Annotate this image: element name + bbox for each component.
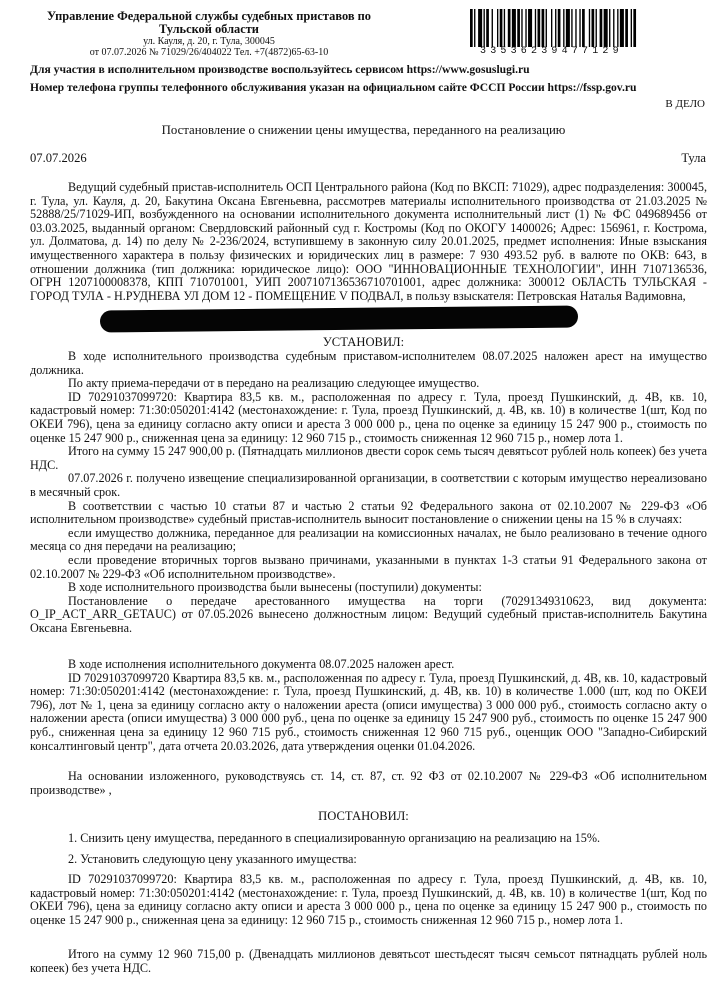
barcode-bar [474,9,475,47]
barcode-bar [508,9,511,47]
total-sum: Итого на сумму 12 960 715,00 р. (Двенадцать миллионов девятьсот шестьдесят тысяч семьсот пятнадцать рублей ноль копеек) без учета НДС. [30,947,707,975]
barcode-bar [484,9,485,47]
ustanovil-paragraph: ID 70291037099720: Квартира 83,5 кв. м., расположенная по адресу г. Тула, проезд Пушкинский, д. 4В, кв. 10, кадастровый номер: 71:30:050201:4142 (местонахождение: г. Тула, проезд Пушкинский, д. 4В, кв. 10) в количестве 1(шт, Код по ОКЕИ 796), цена за единицу согласно акту описи и ареста 3 000 000 р., цена по оценке за единицу 15 247 900 р., стоимость по оценке 15 247 900 р., сниженная цена за единицу: 12 960 715 р., стоимость сниженная 12 960 715 р., номер лота 1. [30,389,707,445]
property-detail: ID 70291037099720: Квартира 83,5 кв. м., расположенная по адресу г. Тула, проезд Пушкинский, д. 4В, кв. 10, кадастровый номер: 71:30:050201:4142 (местонахождение: г. Тула, проезд Пушкинский, д. 4В, кв. 10) в количестве 1(шт, Код по ОКЕИ 796), цена за единицу согласно акту описи и ареста 3 000 000 р., цена по оценке за единицу 15 247 900 р., стоимость по оценке 15 247 900 р., сниженная цена за единицу: 12 960 715 р., стоимость сниженная 12 960 715 р., номер лота 1. [30,872,707,927]
issuer-header [40,10,378,58]
ustanovil-heading: УСТАНОВИЛ: [322,335,405,349]
ustanovil-paragraph: Итого на сумму 15 247 900,00 р. (Пятнадцать миллионов двести сорок семь тысяч девятьсот рублей ноль копеек) без учета НДС. [30,444,707,472]
gosuslugi-notice: Для участия в исполнительном производстве воспользуйтесь сервисом https://www.gosuslugi.ru [30,63,530,76]
barcode-bar [551,9,552,47]
barcode-bar [631,9,632,47]
v-delo-mark: В ДЕЛО [665,98,705,110]
ustanovil-paragraph: 07.07.2026 г. получено извещение специализированной организации, в соответствии с которым имущество нереализовано в месячный срок. [30,471,707,499]
barcode-bar [535,9,536,47]
ustanovil-paragraph: если проведение вторичных торгов вызвано причинами, указанными в пунктах 1-3 статьи 91 Федерального закона от 02.10.2007 № 229-ФЗ «Об исполнительном производстве». [30,552,707,581]
postanovil-heading: ПОСТАНОВИЛ: [318,809,409,823]
intro-paragraph-block [30,181,707,303]
basis-section [30,770,707,797]
arrest-line: В ходе исполнения исполнительного документа 08.07.2025 наложен арест. [68,657,455,671]
ustanovil-section [30,350,707,635]
barcode-image [470,9,698,47]
barcode-bar [492,9,493,47]
document-date: 07.07.2026 [30,151,87,165]
barcode-number: 33536239477129 [480,46,623,57]
barcode-bar [620,9,624,47]
barcode-bar [566,9,570,47]
intro-paragraph: Ведущий судебный пристав-исполнитель ОСП Центрального района (Код по ВКСП: 71029), адрес подразделения: 300045, г. Тула, ул. Кауля, д. 20, Бакутина Оксана Евгеньевна, рассмотрев материалы исполнительного производства от 21.03.2025 № 52888/25/71029-ИП, возбужденного на основании исполнительного документа исполнительный лист (1) № ФС 049689456 от 03.03.2025, выданный органом: Свердловский районный суд г. Костромы (Код по ОКОГУ 1400026; Адрес: 156961, г. Кострома, ул. Долматова, д. 14) по делу № 2-236/2024, вступившему в законную силу 20.01.2025, предмет исполнения: Иные взыскания имущественного характера в пользу физических и юридических лиц в размере: 7 930 493.52 руб. в валюте по ОКВ: 643, в отношении должника (тип должника: юридическое лицо): ООО "ИННОВАЦИОННЫЕ ТЕХНОЛОГИИ", ИНН 7107136536, ОГРН 1207100008378, КПП 710701001, УИП 2007107136536710701001, адрес должника: 300012 ОБЛАСТЬ ТУЛЬСКАЯ - ГОРОД ТУЛА - Н.РУДНЕВА УЛ ДОМ 12 - ПОМЕЩЕНИЕ V ПОДВАЛ, в пользу взыскателя: Петровская Наталья Вадимовна, [30,180,707,303]
barcode-bar [609,9,610,47]
barcode-bar [579,9,580,47]
issuer-address: ул. Кауля, д. 20, г. Тула, 300045 [143,36,275,47]
issuer-org: Управление Федеральной службы судебных приставов по Тульской области [47,9,371,36]
barcode-bar [596,9,597,47]
barcode-bar [592,9,595,47]
barcode-bar [613,9,614,47]
barcode-bar [571,9,572,47]
document-reference-line: Постановление о передаче арестованного имущества на торги (70291349310623, вид документа: O_IP_ACT_ARR_GETAUC) от 07.05.2026 вынесено должностным лицом: Ведущий судебный пристав-исполнитель Бакутина Оксана Евгеньевна. [30,593,707,635]
arrest-item: ID 70291037099720 Квартира 83,5 кв. м., расположенная по адресу г. Тула, проезд Пушкинский, д. 4В, кв. 10, кадастровый номер: 71:30:050201:4142 (местонахождение: г. Тула, проезд Пушкинский, д. 4В, кв. 10) в количестве 1.000 (шт, код по ОКЕИ 796), лот № 1, цена за единицу согласно акту о наложении ареста (описи имущества) 3 000 000 руб., стоимость согласно акту о наложении ареста (описи имущества) 3 000 000 руб., цена по оценке за единицу 15 247 900 руб., стоимость по оценке 15 247 900 руб., сниженная цена за единицу 12 960 715 руб., стоимость сниженная 12 960 715 руб., оценщик ООО "Западно-Сибирский консалтинговый центр", дата отчета 20.03.2026, дата утверждения оценки 01.04.2026. [30,670,707,753]
barcode-bar [555,9,556,47]
barcode-bar [470,9,473,47]
issuer-reference: от 07.07.2026 № 71029/26/404022 Тел. +7(4872)65-63-10 [89,47,329,58]
ustanovil-paragraph: если имущество должника, переданное для реализации на комиссионных началах, не было реализовано в течение одного месяца со дня передачи на реализацию; [30,525,707,554]
ustanovil-paragraph: В соответствии с частью 10 статьи 87 и частью 2 статьи 92 Федерального закона от 02.10.2007 № 229-ФЗ «Об исполнительном производстве» судебный пристав-исполнитель выносит постановление о снижении цены на 15 % в случаях: [30,498,707,527]
barcode-bar [497,9,498,47]
document-title: Постановление о снижении цены имущества, переданного на реализацию [161,123,566,137]
postanovil-item-2 [30,853,707,867]
ustanovil-paragraph: По акту приема-передачи от в передано на реализацию следующее имущество. [68,376,480,391]
postanovil-item-1 [30,832,707,846]
redaction-bar [100,305,578,332]
postanovil-item-text: 2. Установить следующую цену указанного имущества: [68,852,357,866]
barcode-bar [617,9,618,47]
barcode-bar [542,9,545,47]
barcode-bar [478,9,482,47]
barcode-bar [486,9,489,47]
barcode-bar [512,9,516,47]
postanovil-item-text: 1. Снизить цену имущества, переданного в специализированную организацию на реализацию на 15%. [68,831,601,845]
barcode-bar [528,9,532,47]
barcode-bar [625,9,628,47]
postanovil-item-detail [30,873,707,927]
barcode-bar [558,9,561,47]
basis-paragraph: На основании изложенного, руководствуясь ст. 14, ст. 87, ст. 92 ФЗ от 02.10.2007 № 229-ФЗ «Об исполнительном производстве» , [30,769,707,797]
barcode-bar [604,9,608,47]
barcode-bar [589,9,590,47]
barcode-bar [575,9,576,47]
arrest-section [30,658,707,753]
barcode-bar [633,9,636,47]
barcode-bar [517,9,520,47]
ustanovil-paragraph: В ходе исполнительного производства были вынесены (поступили) документы: [68,580,482,595]
barcode-bar [521,9,522,47]
barcode-bar [582,9,585,47]
postanovil-total [30,948,707,975]
ustanovil-paragraph: В ходе исполнительного производства судебным приставом-исполнителем 08.07.2025 наложен арест на имущество должника. [30,349,707,377]
barcode-bar [504,9,505,47]
barcode-bar [563,9,564,47]
phone-notice: Номер телефона группы телефонного обслуживания указан на официальном сайте ФССП России https://fssp.gov.ru [30,81,637,94]
document-city: Тула [681,151,706,165]
barcode-bar [600,9,603,47]
barcode-bar [538,9,541,47]
barcode-bar [546,9,547,47]
barcode-bar [500,9,503,47]
barcode-bar [525,9,526,47]
